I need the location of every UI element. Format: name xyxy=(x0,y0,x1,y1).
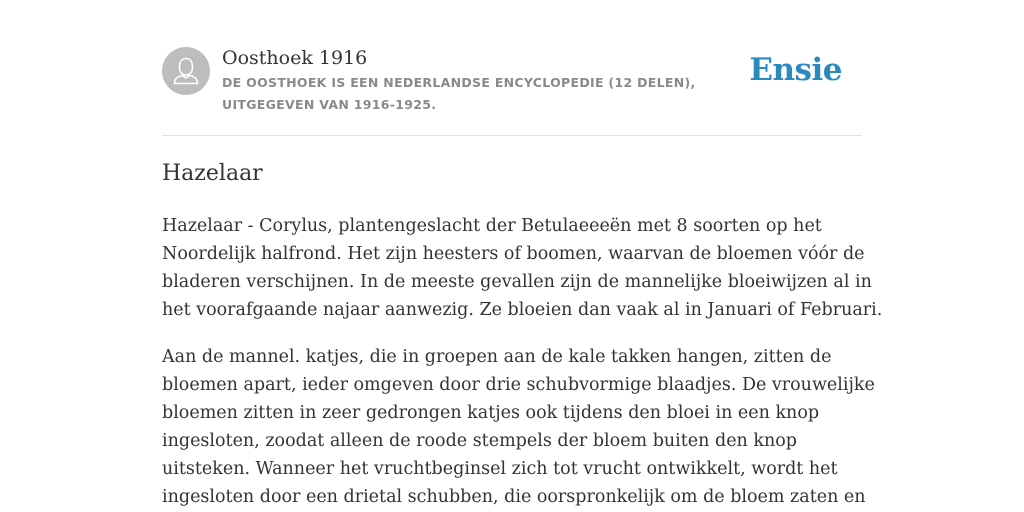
text-line: Noordelijk halfrond. Het zijn heesters of boomen, waarvan de bloemen vóór de xyxy=(162,244,865,264)
text-line: Hazelaar - Corylus, plantengeslacht der Betulaeeeën met 8 soorten op het xyxy=(162,216,822,236)
text-line: bloemen zitten in zeer gedrongen katjes ook tijdens den bloei in een knop xyxy=(162,403,820,423)
article-title: Hazelaar xyxy=(162,161,263,186)
source-name[interactable]: Oosthoek 1916 xyxy=(222,47,368,69)
text-line: uitsteken. Wanneer het vruchtbeginsel zich tot vrucht ontwikkelt, wordt het xyxy=(162,459,838,479)
source-header xyxy=(162,46,862,118)
text-line: ingesloten door een drietal schubben, die oorspronkelijk om de bloem zaten en xyxy=(162,487,866,507)
header-divider xyxy=(162,135,862,136)
text-line: ingesloten, zoodat alleen de roode stempels der bloem buiten den knop xyxy=(162,431,797,451)
text-line: bladeren verschijnen. In de meeste gevallen zijn de mannelijke bloeiwijzen al in xyxy=(162,272,872,292)
text-line: bloemen apart, ieder omgeven door drie schubvormige blaadjes. De vrouwelijke xyxy=(162,375,875,395)
text-line: het voorafgaande najaar aanwezig. Ze bloeien dan vaak al in Januari of Februari. xyxy=(162,300,883,320)
avatar[interactable] xyxy=(162,47,210,95)
user-silhouette-icon xyxy=(162,47,210,95)
source-description: DE OOSTHOEK IS EEN NEDERLANDSE ENCYCLOPEDIE (12 DELEN), UITGEGEVEN VAN 1916-1925. xyxy=(222,75,696,112)
text-line: Aan de mannel. katjes, die in groepen aan de kale takken hangen, zitten de xyxy=(162,347,832,367)
article-paragraph-1 xyxy=(162,212,883,324)
article-paragraph-2 xyxy=(162,343,875,511)
ensie-logo-link[interactable]: Ensie xyxy=(749,52,842,88)
